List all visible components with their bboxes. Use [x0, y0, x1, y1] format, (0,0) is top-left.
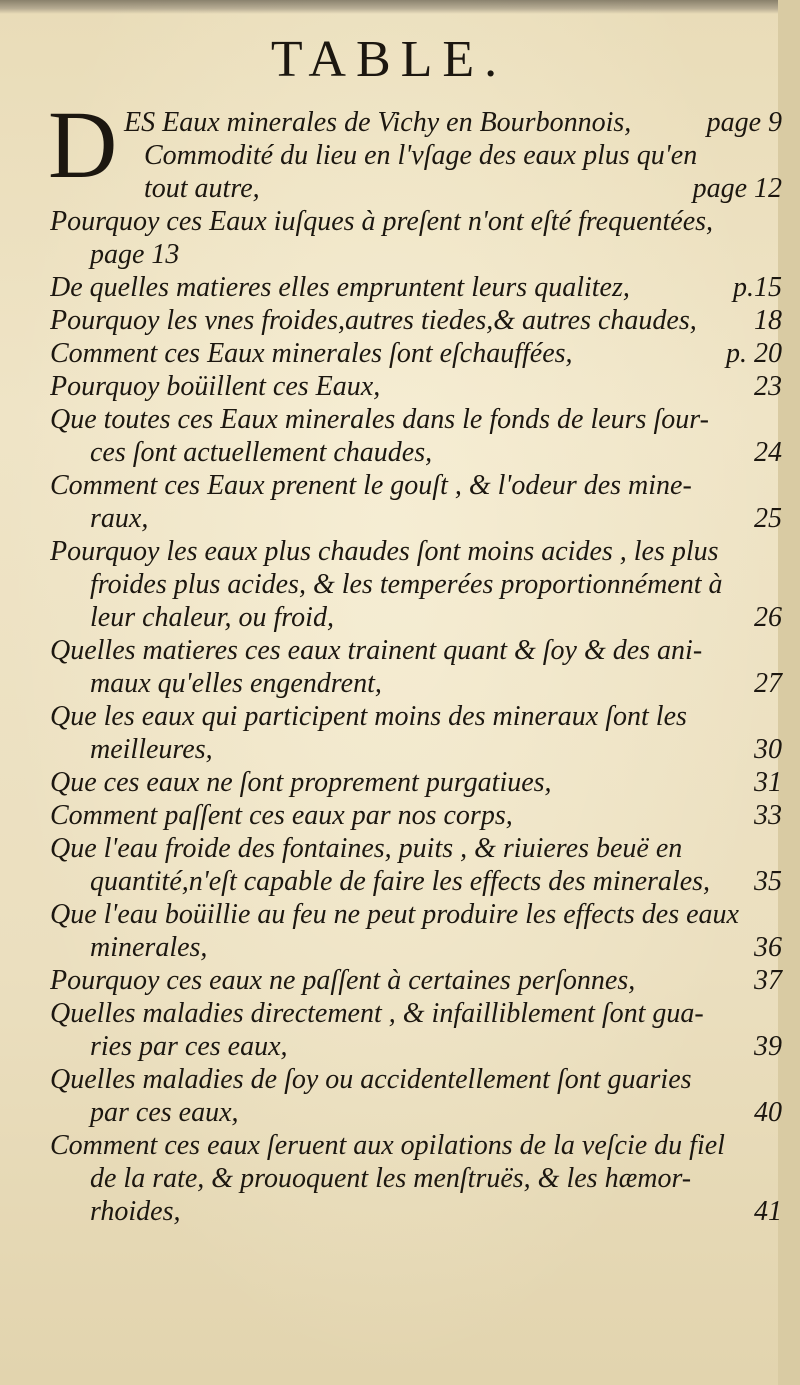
toc-entry-line	[50, 1030, 792, 1063]
toc-entry	[50, 964, 792, 997]
toc-entry-line	[50, 337, 792, 370]
entry-text: ces ſont actuellement chaudes,	[90, 437, 433, 468]
toc-entry	[50, 205, 792, 271]
entry-text: Quelles matieres ces eaux trainent quant & ſoy & des ani-	[50, 635, 703, 666]
toc-entry-line	[50, 469, 792, 502]
toc-entry-line	[50, 832, 792, 865]
entry-text: Commodité du lieu en l'vſage des eaux plus qu'en	[144, 140, 698, 171]
entry-text: de la rate, & prouoquent les menſtruës, & les hæmor-	[90, 1163, 692, 1194]
entry-text: Que les eaux qui participent moins des mineraux ſont les	[50, 701, 687, 732]
drop-cap: D	[48, 91, 118, 198]
page-number: 27	[754, 668, 782, 699]
entry-text: Pourquoy ces Eaux iuſques à preſent n'ont eſté frequentées,	[50, 206, 714, 237]
toc-entry-line	[50, 568, 792, 601]
toc-entry-line	[50, 436, 792, 469]
toc-entry	[50, 1063, 792, 1129]
entry-text: Quelles maladies directement , & infailliblement ſont gua-	[50, 998, 704, 1029]
entry-text: Que l'eau froide des fontaines, puits , & riuieres beuë en	[50, 833, 683, 864]
entry-text: ES Eaux minerales de Vichy en Bourbonnois,	[124, 107, 632, 138]
page-number: 26	[754, 602, 782, 633]
toc-entry-line	[50, 964, 792, 997]
toc-entry-line	[50, 1195, 792, 1228]
page-number: 40	[754, 1097, 782, 1128]
toc-entry	[50, 898, 792, 964]
toc-entry-line	[50, 502, 792, 535]
entry-text: raux,	[90, 503, 149, 534]
toc-entry-line	[50, 865, 792, 898]
entry-text: Comment paſſent ces eaux par nos corps,	[50, 800, 513, 831]
entry-text: quantité,n'eſt capable de faire les effects des minerales,	[90, 866, 711, 897]
toc-entry	[50, 799, 792, 832]
toc-entry	[50, 271, 792, 304]
entry-text: Que toutes ces Eaux minerales dans le fonds de leurs ſour-	[50, 404, 709, 435]
entry-text: Comment ces eaux ſeruent aux opilations de la veſcie du fiel	[50, 1130, 725, 1161]
toc-entry-line	[50, 205, 792, 238]
toc-entry-line	[50, 997, 792, 1030]
page-number: 37	[754, 965, 782, 996]
toc-entry-line	[50, 1096, 792, 1129]
page-number: 35	[754, 866, 782, 897]
entry-text: Pourquoy les vnes froides,autres tiedes,& autres chaudes,	[50, 305, 697, 336]
page-number: 41	[754, 1196, 782, 1227]
toc-entry	[50, 832, 792, 898]
toc-entry-line	[50, 106, 792, 139]
toc-entry-line	[50, 700, 792, 733]
entry-text: rhoides,	[90, 1196, 181, 1227]
toc-entry-line	[50, 634, 792, 667]
page-number: 24	[754, 437, 782, 468]
toc-entry-line	[50, 1063, 792, 1096]
entry-text: tout autre,	[144, 173, 260, 204]
page-number: 25	[754, 503, 782, 534]
entry-text: Comment ces Eaux prenent le gouſt , & l'odeur des mine-	[50, 470, 692, 501]
page-number: p. 20	[726, 338, 782, 369]
toc-entry-line	[50, 172, 792, 205]
toc-entry-line	[50, 271, 792, 304]
toc-entry-line	[50, 1129, 792, 1162]
toc-entry	[50, 700, 792, 766]
toc-entry	[50, 403, 792, 469]
entry-text: Que l'eau boüillie au feu ne peut produire les effects des eaux	[50, 899, 739, 930]
toc-entry-line	[50, 898, 792, 931]
entry-text: Pourquoy ces eaux ne paſſent à certaines perſonnes,	[50, 965, 636, 996]
toc-entry-line	[50, 799, 792, 832]
toc-entry	[50, 535, 792, 634]
page-number: 39	[754, 1031, 782, 1062]
toc-entry-line	[50, 667, 792, 700]
entry-text: De quelles matieres elles empruntent leurs qualitez,	[50, 272, 630, 303]
page-number: 23	[754, 371, 782, 402]
entry-text: par ces eaux,	[90, 1097, 239, 1128]
toc-entry-line	[50, 403, 792, 436]
page-number: page 9	[706, 107, 782, 138]
toc-entry-line	[50, 304, 792, 337]
toc-entry-line	[50, 370, 792, 403]
toc-entry-line	[50, 139, 792, 172]
page-number: 31	[754, 767, 782, 798]
toc-entry	[50, 304, 792, 337]
page-number: page 12	[692, 173, 782, 204]
table-of-contents	[48, 91, 792, 1228]
toc-entry-line	[50, 931, 792, 964]
toc-entry	[50, 997, 792, 1063]
page-edge-shadow	[0, 0, 778, 14]
entry-text: maux qu'elles engendrent,	[90, 668, 382, 699]
toc-entry	[48, 91, 792, 205]
entry-text: page 13	[90, 239, 180, 270]
toc-entry	[50, 469, 792, 535]
page-number: 30	[754, 734, 782, 765]
toc-entry-line	[50, 238, 792, 271]
toc-entry-line	[50, 535, 792, 568]
toc-entry	[50, 370, 792, 403]
page-number: 18	[754, 305, 782, 336]
entry-text: meilleures,	[90, 734, 213, 765]
toc-entry-line	[50, 766, 792, 799]
toc-entry	[50, 1129, 792, 1228]
entry-text: ries par ces eaux,	[90, 1031, 288, 1062]
toc-entry	[50, 337, 792, 370]
entry-text: froides plus acides, & les temperées proportionnément à	[90, 569, 723, 600]
entry-text: Pourquoy boüillent ces Eaux,	[50, 371, 381, 402]
page-number: p.15	[733, 272, 782, 303]
entry-text: minerales,	[90, 932, 208, 963]
entry-text: Comment ces Eaux minerales ſont eſchauffées,	[50, 338, 573, 369]
entry-text: Pourquoy les eaux plus chaudes ſont moins acides , les plus	[50, 536, 719, 567]
entry-text: Que ces eaux ne ſont proprement purgatiues,	[50, 767, 552, 798]
page-number: 33	[754, 800, 782, 831]
toc-entry-line	[50, 601, 792, 634]
toc-entry	[50, 634, 792, 700]
entry-text: Quelles maladies de ſoy ou accidentellement ſont guaries	[50, 1064, 692, 1095]
page-number: 36	[754, 932, 782, 963]
page-title: TABLE.	[270, 31, 508, 88]
entry-text: leur chaleur, ou froid,	[90, 602, 334, 633]
toc-entry-line	[50, 1162, 792, 1195]
toc-entry	[50, 766, 792, 799]
toc-entry-line	[50, 733, 792, 766]
